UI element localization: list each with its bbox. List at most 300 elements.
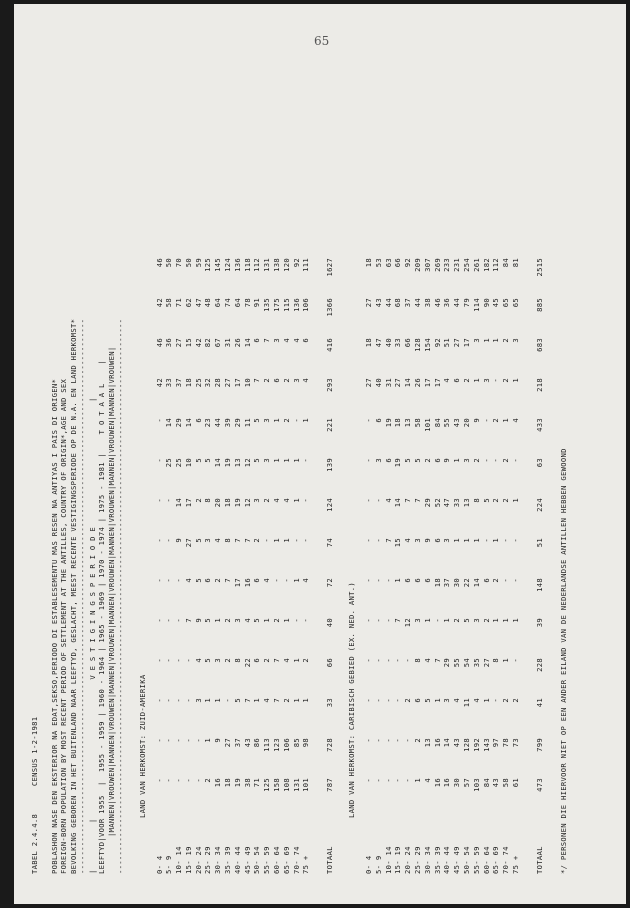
table-cell: 42 bbox=[193, 338, 203, 348]
table-cell: - bbox=[393, 738, 403, 743]
table-cell: 33 bbox=[393, 338, 403, 348]
table-cell: 37 bbox=[403, 298, 413, 308]
table-cell: 4 bbox=[262, 698, 272, 703]
table-cell: 7 bbox=[232, 538, 242, 543]
settlement-period-header: V E S T I G I N G S P E R I O D E bbox=[87, 526, 97, 680]
table-cell: 7 bbox=[272, 698, 282, 703]
table-cell: 12 bbox=[403, 618, 413, 628]
table-cell: - bbox=[364, 658, 374, 663]
table-cell: 3 bbox=[442, 698, 452, 703]
table-cell: 108 bbox=[281, 778, 291, 792]
table-cell: 209 bbox=[413, 258, 423, 272]
table-cell: 307 bbox=[422, 258, 432, 272]
table-cell: 74 bbox=[223, 298, 233, 308]
table-cell: 2 bbox=[403, 698, 413, 703]
age-group-label: 10- 14 bbox=[383, 846, 393, 874]
table-cell: - bbox=[383, 658, 393, 663]
table-row bbox=[233, 258, 243, 874]
table-cell: - bbox=[364, 458, 374, 463]
total-row bbox=[535, 258, 545, 874]
table-cell: 128 bbox=[413, 338, 423, 352]
total-cell: 139 bbox=[325, 458, 335, 472]
table-cell: 85 bbox=[291, 738, 301, 748]
table-cell: 58 bbox=[413, 418, 423, 428]
table-cell: 27 bbox=[364, 298, 374, 308]
table-cell: 6 bbox=[373, 418, 383, 423]
table-cell: 261 bbox=[471, 258, 481, 272]
table-cell: 103 bbox=[471, 778, 481, 792]
table-cell: 27 bbox=[481, 658, 491, 668]
table-cell: 33 bbox=[164, 378, 174, 388]
table-cell: 1 bbox=[213, 618, 223, 623]
table-cell: - bbox=[164, 778, 174, 783]
table-row bbox=[164, 258, 174, 874]
table-cell: - bbox=[154, 498, 164, 503]
table-cell: 73 bbox=[511, 738, 520, 748]
table-cell: 5 bbox=[403, 458, 413, 463]
table-cell: 5 bbox=[422, 698, 432, 703]
rotated-table-content: TABEL 2.4.4.8 CENSUS 1-2-1981 POBLASHON NASE DEN EKSTERIOR NA EDAT,SEKSO,PERIODO DI ESTABLESEMENTU MAS RESEN NA ANTIYAS I PAIS DI ORIGEN* FOREIGN-BORN POPULATION BY MOST RECENT PERIOD OF SETTLEMENT AT THE ANTILLES, COUNTRY OF ORIGIN*,AGE AND SEX BEVOLKING GEBOREN IN HET BUITENLAND NAAR LEEFTYD, GESLACHT, MEEST RECENTE VESTIGINGSPERIODE OP DE N.A. EN LAND HERKOMST* ------------------------------------------------------------------------------------------------------------------------ | | V E S T I G I N G S P E R I O D E | LEEFTYD|VOOR 1955 | 1955 - 1959 | 1960 - 1964 | 1965 - 1969 | 1970 - 1974 | 1975 - 1981 | T O T A A L | |MANNEN|VROUWEN|MANNEN|VROUWEN|MANNEN|VROUWEN|MANNEN|VROUWEN|MANNEN|VROUWEN|MANNEN|VROUWEN|MANNEN|VROUWEN| ------------------------------------------------------------------------------------------------------------------------ LAND VAN HERKOMST: ZUID-AMERIKA 0- 4 - - - - - - - - - - 42 46 42 46 5- 9 - - - - - - - - 25 14 33 36 58 50 10- 14 - - - - - - 9 14 25 29 37 27 71 70 15- 19 - - - - 7 4 27 17 10 14 18 15 62 50 20- 24 - - 3 4 9 5 5 2 5 6 25 42 47 59 25- 29 2 1 1 5 5 6 3 8 5 23 32 82 48 125 30- 34 16 9 1 3 1 2 4 20 14 44 28 67 64 145 35- 39 18 27 - 2 2 7 8 18 19 39 27 31 74 124 40- 44 19 37 5 8 3 17 7 19 13 29 17 26 64 136 45- 49 38 43 7 22 4 16 7 12 12 11 10 14 78 118 50- 54 71 86 1 6 5 6 2 3 5 5 7 6 91 112 55- 59 125 113 4 2 1 4 - 2 3 3 2 7 135 131 60- 64 158 123 7 7 2 - 1 4 1 1 6 3 175 138 65- 69 108 106 2 4 1 - 1 4 1 2 2 4 115 120 70- 74 131 85 1 1 - 1 - 1 1 - 3 4 136 92 75 + 101 98 1 2 - 4 - - - 1 4 6 106 111 TOTAAL 787 728 33 66 40 72 74 124 139 221 293 416 1366 1627 LAND VAN HERKOMST: CARIBISCH GEBIED (EX. NED. ANT.) 0- 4 - - - - - - - - - - 27 18 27 18 5- 9 - - - - - - - - 3 6 40 47 43 53 10- 14 - - - - - - 7 4 6 19 31 40 44 63 15- 19 - - - - 7 1 15 14 19 18 27 33 68 66 20- 24 - - 2 - 12 6 4 7 5 13 14 66 37 92 25- 29 1 2 6 8 3 6 3 7 5 58 26 128 44 209 30- 34 4 13 5 4 1 6 9 29 2 101 17 154 38 307 35- 39 16 16 1 7 - 18 6 52 6 84 17 92 46 269 40- 44 16 14 3 29 1 37 3 47 9 55 4 51 36 233 45- 49 30 43 4 55 2 30 1 33 1 43 6 27 44 231 50- 54 57 128 11 54 5 22 1 13 3 20 2 17 79 254 55- 59 103 192 4 35 3 14 1 8 2 9 1 3 114 261 60- 64 84 143 1 27 2 6 - 5 - - 3 1 90 182 65- 69 43 97 - 8 1 2 1 2 - 2 - 1 45 112 70- 74 58 78 2 1 1 - - 2 2 1 2 2 65 84 75 + 61 73 2 - 1 - - 1 - 4 1 3 65 81 TOTAAL 473 799 41 228 39 148 51 224 63 433 218 683 885 2515 */ PERSONEN DIE HIERVOOR NIET OP EEN ANDER EILAND VAN DE NEDERLANDSE ANTILLEN HEBBEN GEWOOND bbox=[14, 4, 626, 904]
table-row bbox=[374, 258, 384, 874]
title-english: FOREIGN-BORN POPULATION BY MOST RECENT PERIOD OF SETTLEMENT AT THE ANTILLES, COUNTRY OF ORIGIN*,AGE AND SEX bbox=[59, 378, 68, 874]
table-row bbox=[282, 258, 292, 874]
table-cell: - bbox=[383, 618, 393, 623]
table-cell: 13 bbox=[422, 738, 432, 748]
table-cell: 3 bbox=[193, 698, 203, 703]
table-cell: - bbox=[223, 698, 233, 703]
total-cell: 473 bbox=[534, 778, 544, 792]
age-group-label: 45- 49 bbox=[452, 846, 462, 874]
table-cell: 28 bbox=[213, 378, 223, 388]
table-cell: 6 bbox=[452, 378, 462, 383]
table-cell: 2 bbox=[262, 498, 272, 503]
table-cell: 46 bbox=[154, 338, 164, 348]
table-cell: - bbox=[164, 578, 174, 583]
table-cell: 3 bbox=[262, 418, 272, 423]
table-cell: 1 bbox=[471, 378, 481, 383]
table-cell: 84 bbox=[501, 258, 511, 268]
table-cell: - bbox=[491, 698, 501, 703]
table-cell: 114 bbox=[471, 298, 481, 312]
table-cell: 7 bbox=[262, 338, 272, 343]
table-cell: 14 bbox=[471, 578, 481, 588]
table-cell: 120 bbox=[281, 258, 291, 272]
table-cell: 3 bbox=[252, 498, 262, 503]
table-cell: 118 bbox=[242, 258, 252, 272]
table-cell: 44 bbox=[452, 298, 462, 308]
table-cell: - bbox=[301, 538, 311, 543]
table-cell: 25 bbox=[164, 458, 174, 468]
table-cell: 84 bbox=[481, 778, 491, 788]
total-cell: 433 bbox=[534, 418, 544, 432]
table-cell: - bbox=[174, 698, 184, 703]
total-cell: 728 bbox=[325, 738, 335, 752]
table-cell: 5 bbox=[193, 538, 203, 543]
table-cell: 2 bbox=[262, 658, 272, 663]
table-cell: 78 bbox=[242, 298, 252, 308]
table-cell: 97 bbox=[491, 738, 501, 748]
table-row bbox=[364, 258, 374, 874]
table-row bbox=[501, 258, 511, 874]
age-group-label: 35- 39 bbox=[223, 846, 233, 874]
table-cell: 32 bbox=[203, 378, 213, 388]
table-cell: 1 bbox=[462, 538, 472, 543]
data-table-caribisch-gebied bbox=[364, 258, 545, 874]
table-cell: 6 bbox=[432, 458, 442, 463]
table-cell: 4 bbox=[281, 498, 291, 503]
table-cell: 16 bbox=[432, 738, 442, 748]
total-cell: 148 bbox=[534, 578, 544, 592]
table-cell: 5 bbox=[203, 458, 213, 463]
total-cell: 51 bbox=[534, 538, 544, 548]
table-cell: 182 bbox=[481, 258, 491, 272]
table-cell: 143 bbox=[481, 738, 491, 752]
total-cell: 683 bbox=[534, 338, 544, 352]
table-cell: 31 bbox=[383, 378, 393, 388]
table-cell: 57 bbox=[462, 778, 472, 788]
table-cell: 14 bbox=[164, 418, 174, 428]
age-group-label: 75 + bbox=[511, 855, 520, 874]
table-cell: 2 bbox=[501, 498, 511, 503]
table-row bbox=[301, 258, 311, 874]
table-cell: 3 bbox=[442, 538, 452, 543]
table-cell: 42 bbox=[154, 378, 164, 388]
table-cell: - bbox=[183, 698, 193, 703]
page-number: 65 bbox=[314, 34, 330, 48]
total-cell: 66 bbox=[325, 658, 335, 668]
table-cell: 2 bbox=[481, 618, 491, 623]
period-header-4: 1970 - 1974 bbox=[97, 526, 106, 578]
table-cell: - bbox=[403, 738, 413, 743]
table-cell: - bbox=[154, 698, 164, 703]
table-cell: 1 bbox=[272, 458, 282, 463]
table-cell: 4 bbox=[422, 778, 432, 783]
age-group-label: 40- 44 bbox=[232, 846, 242, 874]
table-cell: 59 bbox=[193, 258, 203, 268]
table-cell: 2 bbox=[501, 458, 511, 463]
table-cell: 128 bbox=[462, 738, 472, 752]
table-cell: - bbox=[154, 538, 164, 543]
table-cell: 14 bbox=[174, 498, 184, 508]
table-cell: 233 bbox=[442, 258, 452, 272]
table-cell: 1 bbox=[291, 578, 301, 583]
table-cell: 9 bbox=[471, 418, 481, 423]
table-cell: 4 bbox=[281, 658, 291, 663]
table-cell: 6 bbox=[252, 338, 262, 343]
table-row bbox=[223, 258, 233, 874]
table-cell: 6 bbox=[413, 698, 423, 703]
period-header-2: 1960 - 1964 bbox=[97, 656, 106, 708]
table-cell: 47 bbox=[373, 338, 383, 348]
total-cell: 224 bbox=[534, 498, 544, 512]
section-title-caribisch-gebied: LAND VAN HERKOMST: CARIBISCH GEBIED (EX. NED. ANT.) bbox=[347, 582, 357, 818]
table-cell: 1 bbox=[262, 618, 272, 623]
table-cell: 8 bbox=[491, 658, 501, 663]
table-cell: 1 bbox=[203, 698, 213, 703]
table-cell: 1 bbox=[291, 458, 301, 463]
census-label: CENSUS 1-2-1981 bbox=[30, 716, 39, 787]
table-cell: - bbox=[154, 418, 164, 423]
total-cell: 63 bbox=[534, 458, 544, 468]
table-cell: 3 bbox=[291, 378, 301, 383]
age-group-label: 10- 14 bbox=[174, 846, 184, 874]
table-cell: 17 bbox=[183, 498, 193, 508]
table-cell: 3 bbox=[481, 378, 491, 383]
table-cell: 50 bbox=[164, 258, 174, 268]
table-cell: 12 bbox=[242, 458, 252, 468]
table-cell: - bbox=[373, 698, 383, 703]
table-cell: 19 bbox=[232, 498, 242, 508]
table-cell: 64 bbox=[232, 298, 242, 308]
table-cell: 27 bbox=[364, 378, 374, 388]
table-cell: 31 bbox=[223, 338, 233, 348]
table-cell: 175 bbox=[272, 298, 282, 312]
table-cell: 131 bbox=[262, 258, 272, 272]
age-group-label: 35- 39 bbox=[432, 846, 442, 874]
table-cell: 4 bbox=[272, 498, 282, 503]
table-cell: 14 bbox=[183, 418, 193, 428]
table-cell: 2 bbox=[301, 658, 311, 663]
table-cell: 4 bbox=[403, 538, 413, 543]
table-cell: 3 bbox=[262, 458, 272, 463]
table-cell: - bbox=[364, 618, 374, 623]
table-cell: 2 bbox=[462, 378, 472, 383]
table-cell: 1 bbox=[481, 698, 491, 703]
table-cell: - bbox=[183, 738, 193, 743]
table-cell: 17 bbox=[432, 378, 442, 388]
table-cell: 38 bbox=[242, 778, 252, 788]
table-cell: - bbox=[154, 738, 164, 743]
table-cell: 3 bbox=[413, 538, 423, 543]
table-cell: 2 bbox=[491, 498, 501, 503]
table-cell: 5 bbox=[193, 458, 203, 463]
table-cell: - bbox=[373, 618, 383, 623]
table-cell: - bbox=[481, 458, 491, 463]
table-cell: 63 bbox=[383, 258, 393, 268]
table-cell: 12 bbox=[242, 498, 252, 508]
total-cell: 72 bbox=[325, 578, 335, 588]
table-cell: 10 bbox=[242, 378, 252, 388]
table-cell: 5 bbox=[203, 618, 213, 623]
table-cell: - bbox=[164, 498, 174, 503]
table-cell: 35 bbox=[471, 658, 481, 668]
table-cell: 27 bbox=[223, 738, 233, 748]
table-cell: - bbox=[432, 618, 442, 623]
table-cell: 39 bbox=[223, 418, 233, 428]
table-cell: 17 bbox=[462, 338, 472, 348]
table-cell: 8 bbox=[413, 658, 423, 663]
table-cell: 18 bbox=[183, 378, 193, 388]
table-cell: 20 bbox=[462, 418, 472, 428]
table-cell: 7 bbox=[383, 538, 393, 543]
table-cell: 48 bbox=[203, 298, 213, 308]
table-cell: 30 bbox=[452, 778, 462, 788]
total-header: T O T A A L bbox=[97, 383, 106, 435]
table-cell: - bbox=[174, 738, 184, 743]
table-cell: 1 bbox=[442, 618, 452, 623]
age-group-label: 50- 54 bbox=[462, 846, 472, 874]
table-cell: 18 bbox=[364, 338, 374, 348]
table-cell: 25 bbox=[193, 378, 203, 388]
table-cell: 11 bbox=[462, 698, 472, 708]
table-cell: 65 bbox=[511, 298, 520, 308]
table-cell: 4 bbox=[213, 538, 223, 543]
total-cell: 885 bbox=[534, 298, 544, 312]
total-cell: 787 bbox=[325, 778, 335, 792]
age-group-label: 15- 19 bbox=[393, 846, 403, 874]
total-cell: 33 bbox=[325, 698, 335, 708]
footnote: */ PERSONEN DIE HIERVOOR NIET OP EEN ANDER EILAND VAN DE NEDERLANDSE ANTILLEN HEBBEN GEWOOND bbox=[558, 448, 568, 874]
table-cell: 3 bbox=[471, 618, 481, 623]
table-cell: 1 bbox=[272, 538, 282, 543]
table-cell: 6 bbox=[301, 338, 311, 343]
table-cell: 17 bbox=[232, 578, 242, 588]
table-cell: 269 bbox=[432, 258, 442, 272]
table-cell: 55 bbox=[442, 418, 452, 428]
table-cell: 8 bbox=[232, 658, 242, 663]
table-cell: 9 bbox=[442, 458, 452, 463]
table-cell: 1 bbox=[511, 618, 520, 623]
table-cell: 14 bbox=[393, 498, 403, 508]
total-row bbox=[325, 258, 335, 874]
table-cell: 2 bbox=[203, 778, 213, 783]
table-cell: - bbox=[291, 618, 301, 623]
table-row bbox=[203, 258, 213, 874]
table-cell: 4 bbox=[471, 698, 481, 703]
table-cell: 46 bbox=[154, 258, 164, 268]
table-cell: 61 bbox=[511, 778, 520, 788]
age-column-header: LEEFTYD bbox=[97, 841, 106, 874]
table-cell: 6 bbox=[413, 578, 423, 583]
table-cell: 17 bbox=[422, 378, 432, 388]
table-cell: 6 bbox=[252, 658, 262, 663]
total-cell: 124 bbox=[325, 498, 335, 512]
table-cell: 70 bbox=[174, 258, 184, 268]
table-cell: 44 bbox=[213, 418, 223, 428]
table-cell: 79 bbox=[462, 298, 472, 308]
table-cell: - bbox=[301, 498, 311, 503]
table-cell: - bbox=[183, 658, 193, 663]
total-cell: 39 bbox=[534, 618, 544, 628]
table-cell: - bbox=[364, 578, 374, 583]
table-cell: 82 bbox=[203, 338, 213, 348]
table-cell: 125 bbox=[262, 778, 272, 792]
age-group-label: 15- 19 bbox=[183, 846, 193, 874]
table-cell: 29 bbox=[442, 658, 452, 668]
table-cell: - bbox=[183, 778, 193, 783]
table-cell: 58 bbox=[164, 298, 174, 308]
table-cell: - bbox=[383, 738, 393, 743]
table-cell: 47 bbox=[442, 498, 452, 508]
table-cell: - bbox=[373, 498, 383, 503]
table-cell: 27 bbox=[393, 378, 403, 388]
table-cell: 6 bbox=[383, 458, 393, 463]
table-row bbox=[511, 258, 521, 874]
table-cell: 5 bbox=[203, 658, 213, 663]
period-header-5: 1975 - 1981 bbox=[97, 462, 106, 513]
table-row bbox=[184, 258, 194, 874]
table-row bbox=[462, 258, 472, 874]
table-cell: 43 bbox=[452, 418, 462, 428]
table-cell: 20 bbox=[213, 498, 223, 508]
table-cell: 1 bbox=[291, 698, 301, 703]
table-cell: - bbox=[193, 778, 203, 783]
table-cell: 113 bbox=[262, 738, 272, 752]
table-cell: 90 bbox=[481, 298, 491, 308]
table-cell: 71 bbox=[174, 298, 184, 308]
table-id: TABEL 2.4.4.8 bbox=[30, 813, 39, 874]
table-cell: 33 bbox=[452, 498, 462, 508]
table-row bbox=[442, 258, 452, 874]
table-cell: 62 bbox=[183, 298, 193, 308]
table-cell: 14 bbox=[242, 338, 252, 348]
table-cell: 2 bbox=[193, 498, 203, 503]
table-cell: 44 bbox=[413, 298, 423, 308]
table-cell: 101 bbox=[422, 418, 432, 432]
table-cell: 40 bbox=[383, 338, 393, 348]
table-cell: 1 bbox=[511, 378, 520, 383]
total-cell: 228 bbox=[534, 658, 544, 672]
table-cell: 43 bbox=[242, 738, 252, 748]
table-cell: 254 bbox=[462, 258, 472, 272]
table-cell: 5 bbox=[193, 578, 203, 583]
table-cell: 1 bbox=[491, 538, 501, 543]
table-cell: 2 bbox=[452, 618, 462, 623]
table-cell: 29 bbox=[232, 418, 242, 428]
table-cell: 3 bbox=[413, 618, 423, 623]
table-cell: 9 bbox=[422, 538, 432, 543]
table-cell: 4 bbox=[193, 658, 203, 663]
table-cell: 9 bbox=[213, 738, 223, 743]
table-cell: 13 bbox=[232, 458, 242, 468]
age-group-label: 65- 69 bbox=[491, 846, 501, 874]
table-cell: - bbox=[383, 578, 393, 583]
table-cell: 2 bbox=[422, 458, 432, 463]
table-cell: - bbox=[511, 458, 520, 463]
table-cell: 1 bbox=[501, 618, 511, 623]
age-group-label: 75 + bbox=[301, 855, 311, 874]
total-cell: 40 bbox=[325, 618, 335, 628]
table-cell: - bbox=[491, 458, 501, 463]
table-cell: 2 bbox=[281, 698, 291, 703]
table-cell: 37 bbox=[442, 578, 452, 588]
table-cell: 15 bbox=[393, 538, 403, 548]
age-group-label: 5- 9 bbox=[164, 855, 174, 874]
total-cell: 2515 bbox=[534, 258, 544, 277]
table-cell: 92 bbox=[291, 258, 301, 268]
total-cell: 799 bbox=[534, 738, 544, 752]
age-group-label: 5- 9 bbox=[373, 855, 383, 874]
period-header-1: 1955 - 1959 bbox=[97, 721, 106, 773]
table-cell: 50 bbox=[183, 258, 193, 268]
table-cell: - bbox=[174, 778, 184, 783]
table-cell: 27 bbox=[223, 378, 233, 388]
table-cell: 2 bbox=[471, 458, 481, 463]
table-cell: - bbox=[301, 458, 311, 463]
table-cell: 25 bbox=[174, 458, 184, 468]
table-cell: - bbox=[262, 538, 272, 543]
table-cell: - bbox=[393, 698, 403, 703]
table-cell: - bbox=[403, 778, 413, 783]
table-cell: 7 bbox=[413, 498, 423, 503]
table-cell: 125 bbox=[203, 258, 213, 272]
table-cell: - bbox=[164, 658, 174, 663]
table-cell: 3 bbox=[272, 338, 282, 343]
table-cell: 7 bbox=[272, 658, 282, 663]
table-cell: 101 bbox=[301, 778, 311, 792]
table-cell: 5 bbox=[252, 458, 262, 463]
age-group-label: 70- 74 bbox=[501, 846, 511, 874]
